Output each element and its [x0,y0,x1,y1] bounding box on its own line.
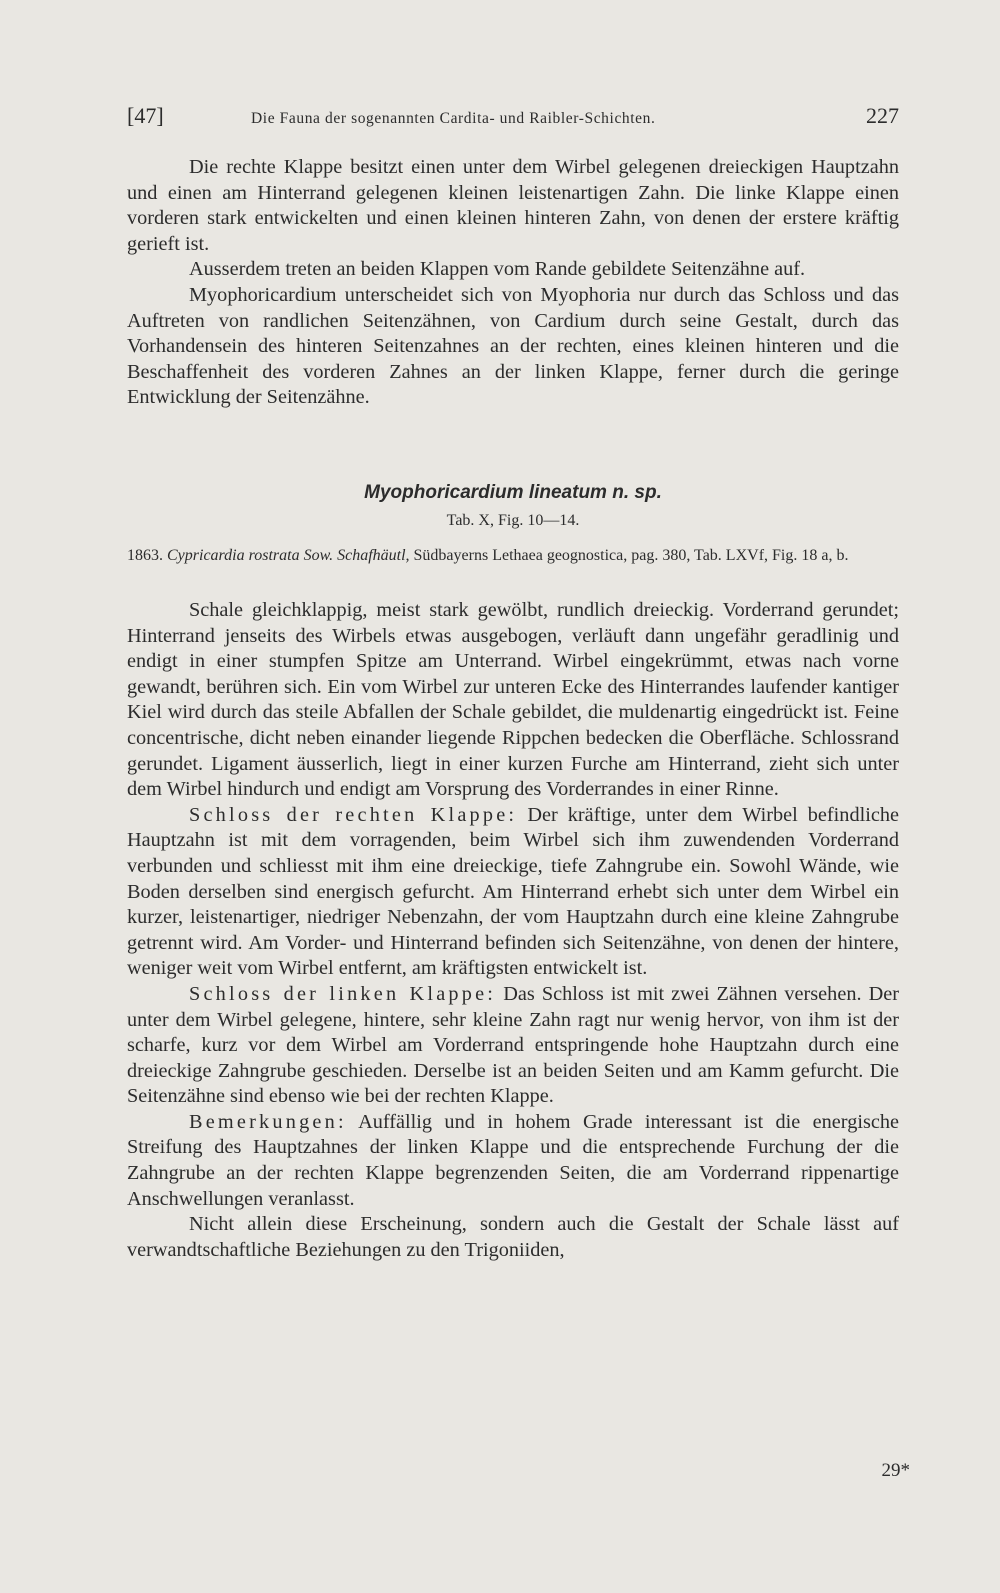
section-label: Schloss der rechten Klappe: [189,803,518,826]
section-label: Bemerkungen: [189,1110,347,1133]
paragraph: Myophoricardium unterscheidet sich von Myophoria nur durch das Schloss und das Auftreten von randlichen Seitenzähnen, von Cardium durch seine Gestalt, durch das Vorhandensein des hinteren Seitenzahnes an der rechten, eines kleinen hinteren und die Beschaffenheit des vorderen Zahnes an der linken Klappe, ferner durch die geringe Entwicklung der Seitenzähne. [127,283,899,409]
intro-section [127,155,899,411]
synonymy-section [127,545,899,566]
species-title: Myophoricardium lineatum n. sp. [364,482,662,503]
synonymy-source: Südbayerns Lethaea geognostica, pag. 380, Tab. LXVf, Fig. 18 a, b. [413,547,849,564]
signature-mark: 29* [881,1460,910,1481]
plate-reference: Tab. X, Fig. 10—14. [446,512,580,529]
paragraph: Ausserdem treten an beiden Klappen vom Rande gebildete Seitenzähne auf. [189,258,806,281]
running-header [127,103,899,135]
paragraph-right-valve: Schloss der rechten Klappe: Der kräftige, unter dem Wirbel befindliche Hauptzahn ist mit dem vorragenden, beim Wirbel sich ihm zuwendenden Vorderrand verbunden und schliesst mit ihm eine dreieckige, tiefe Zahngrube ein. Sowohl Wände, wie Boden derselben sind energisch gefurcht. Am Hinterrand erhebt sich unter dem Wirbel ein kurzer, leistenartiger, niedriger Nebenzahn, der vom Hauptzahn durch eine kleine Zahngrube getrennt wird. Am Vorder- und Hinterrand befinden sich Seitenzähne, von denen der hintere, weniger weit vom Wirbel entfernt, am kräftigsten entwickelt ist. [127,803,899,980]
paragraph-remarks: Bemerkungen: Auffällig und in hohem Grade interessant ist die energische Streifung des Hauptzahnes der linken Klappe und die entsprechende Furchung der die Zahngrube an der rechten Klappe begrenzenden Seiten, die am Vorderrand rippenartige Anschwellungen veranlasst. [127,1110,900,1210]
synonymy-name: Cypricardia rostrata Sow. Schafhäutl, [167,547,410,564]
paragraph: Schale gleichklappig, meist stark gewölbt, rundlich dreieckig. Vorderrand gerundet; Hinterrand jenseits des Wirbels etwas ausgebogen, verläuft dann ungefähr geradlinig und endigt in einer stumpfen Spitze am Unterrand. Wirbel eingekrümmt, etwas nach vorne gewandt, berühren sich. Ein vom Wirbel zur unteren Ecke des Hinterrandes laufender kantiger Kiel wird durch das steile Abfallen der Schale gebildet, die muldenartig eingedrückt ist. Feine concentrische, dicht neben einander liegende Rippchen bedecken die Oberfläche. Schlossrand gerundet. Ligament äusserlich, liegt in einer kurzen Furche am Hinterrand, zieht sich unter dem Wirbel hindurch und endigt am Vorsprung des Vorderrandes in einer Rinne. [127,599,899,801]
paragraph: Die rechte Klappe besitzt einen unter dem Wirbel gelegenen dreieckigen Hauptzahn und einen am Hinterrand gelegenen kleinen leistenartigen Zahn. Die linke Klappe einen vorderen stark entwickelten und einen kleinen hinteren Zahn, von denen der erstere kräftig gerieft ist. [127,156,899,255]
synonymy-year: 1863. [127,547,163,564]
paragraph: Nicht allein diese Erscheinung, sondern auch die Gestalt der Schale lässt auf verwandtschaftliche Beziehungen zu den Trigoniiden, [127,1213,899,1261]
paragraph-left-valve: Schloss der linken Klappe: Das Schloss ist mit zwei Zähnen versehen. Der unter dem Wirbel gelegene, hintere, sehr kleine Zahn ragt nur wenig hervor, von ihm ist der scharfe, kurz vor dem Wirbel am Vorderrand entspringende hohe Hauptzahn durch eine dreieckige Zahngrube geschieden. Derselbe ist an beiden Seiten und am Kamm gefurcht. Die Seitenzähne sind ebenso wie bei der rechten Klappe. [127,982,899,1108]
page-number: 227 [866,103,899,128]
page-ref: [47] [127,103,164,128]
description-section [127,598,899,1263]
section-label: Schloss der linken Klappe: [189,982,497,1005]
running-title: Die Fauna der sogenannten Cardita- und Raibler-Schichten. [251,110,656,127]
species-heading [127,478,899,533]
synonymy-entry [127,545,899,566]
